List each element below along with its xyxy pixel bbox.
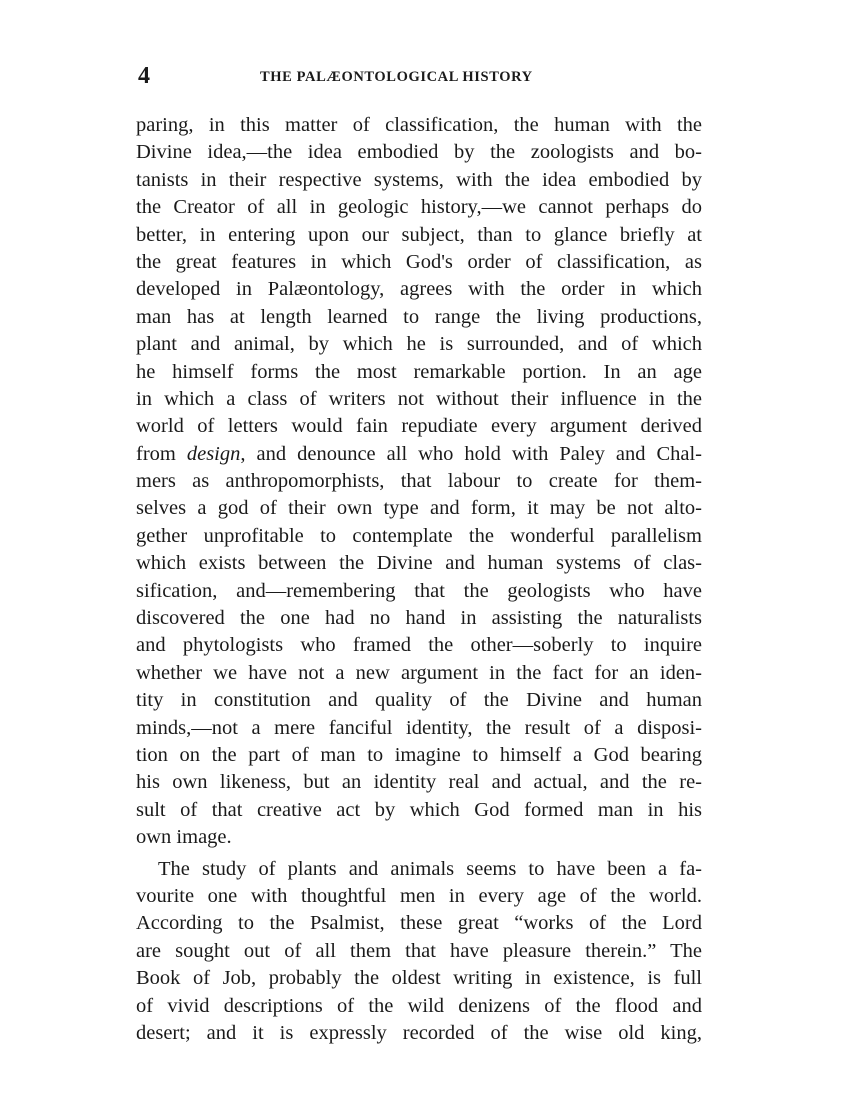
text-line: tion on the part of man to imagine to himself a God bearing <box>136 743 702 766</box>
text-line: sult of that creative act by which God formed man in his <box>136 798 702 821</box>
text-line: desert; and it is expressly recorded of the wise old king, <box>136 1021 702 1044</box>
text-line: which exists between the Divine and human systems of clas- <box>136 552 702 575</box>
text-line: minds,—not a mere fanciful identity, the result of a disposi- <box>136 716 702 739</box>
page-header <box>138 62 698 92</box>
text-line: mers as anthropomorphists, that labour to create for them- <box>136 470 702 493</box>
text-line: Book of Job, probably the oldest writing in existence, is full <box>136 967 702 990</box>
text-line: and phytologists who framed the other—soberly to inquire <box>136 634 702 657</box>
text-line: The study of plants and animals seems to have been a fa- <box>158 857 702 880</box>
text-line: plant and animal, by which he is surrounded, and of which <box>136 333 702 356</box>
text-line: tanists in their respective systems, with the idea embodied by <box>136 168 702 191</box>
text-line: are sought out of all them that have pleasure therein.” The <box>136 939 702 962</box>
text-line: gether unprofitable to contemplate the wonderful parallelism <box>136 524 702 547</box>
text-line: tity in constitution and quality of the Divine and human <box>136 689 702 712</box>
paragraph-2 <box>136 856 702 1048</box>
text-line: discovered the one had no hand in assisting the naturalists <box>136 607 702 630</box>
text-line: in which a class of writers not without their influence in the <box>136 387 702 410</box>
text-line: sification, and—remembering that the geologists who have <box>136 579 702 602</box>
text-line: paring, in this matter of classification, the human with the <box>136 114 702 136</box>
text-line: of vivid descriptions of the wild denizens of the flood and <box>136 994 702 1017</box>
text-line: better, in entering upon our subject, than to glance briefly at <box>136 223 702 246</box>
text-line: his own likeness, but an identity real and actual, and the re- <box>136 771 702 794</box>
page-number: 4 <box>138 63 150 89</box>
text-line: selves a god of their own type and form, it may be not alto- <box>136 497 702 520</box>
text-line: man has at length learned to range the living productions, <box>136 305 702 328</box>
body-text <box>136 112 702 1047</box>
text-line: Divine idea,—the idea embodied by the zoologists and bo- <box>136 141 702 164</box>
text-line: whether we have not a new argument in the fact for an iden- <box>136 661 702 684</box>
running-head: THE PALÆONTOLOGICAL HISTORY <box>260 69 533 85</box>
text-line: own image. <box>136 826 232 849</box>
text-line: the Creator of all in geologic history,—we cannot perhaps do <box>136 196 702 219</box>
paragraph-1 <box>136 112 702 852</box>
text-line: he himself forms the most remarkable portion. In an age <box>136 360 702 383</box>
text-line: vourite one with thoughtful men in every age of the world. <box>136 884 702 907</box>
text-line: developed in Palæontology, agrees with the order in which <box>136 278 702 301</box>
text-line: According to the Psalmist, these great “works of the Lord <box>136 912 702 935</box>
text-line: the great features in which God's order of classification, as <box>136 250 702 273</box>
text-line: world of letters would fain repudiate every argument derived <box>136 415 702 438</box>
text-line: from design, and denounce all who hold with Paley and Chal- <box>136 442 702 465</box>
